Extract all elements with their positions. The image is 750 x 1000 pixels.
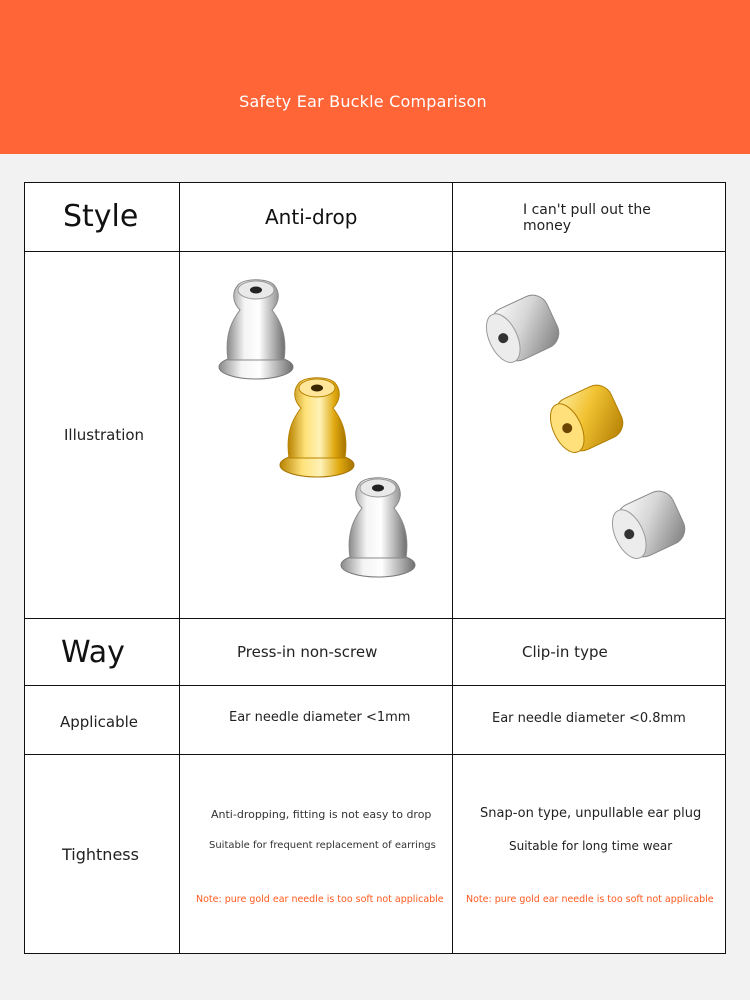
tightness-anti-drop-line1: Anti-dropping, fitting is not easy to drop (211, 808, 432, 821)
tightness-clip-in-line2: Suitable for long time wear (509, 839, 673, 853)
comparison-table (24, 182, 726, 954)
style-anti-drop: Anti-drop (265, 205, 358, 229)
row-label-applicable: Applicable (60, 713, 138, 731)
row-divider (25, 685, 725, 686)
applicable-anti-drop: Ear needle diameter <1mm (229, 710, 411, 725)
row-label-style: Style (63, 199, 139, 234)
illustration-anti-drop (180, 252, 452, 618)
gold-bell-back-icon (280, 378, 354, 477)
page-title: Safety Ear Buckle Comparison (239, 92, 487, 111)
tightness-clip-in-line1: Snap-on type, unpullable ear plug (480, 806, 702, 821)
silver-barrel-back-icon (479, 290, 564, 369)
silver-barrel-back-icon (605, 486, 690, 565)
way-clip-in: Clip-in type (522, 643, 608, 661)
header-banner (0, 0, 750, 154)
tightness-anti-drop-note: Note: pure gold ear needle is too soft not applicable (196, 894, 444, 905)
illustration-clip-in (453, 252, 725, 618)
way-press-in: Press-in non-screw (237, 643, 378, 661)
style-clip-line1: I can't pull out the (523, 202, 651, 218)
style-clip-line2: money (523, 218, 571, 234)
row-divider (25, 754, 725, 755)
row-label-tightness: Tightness (62, 845, 139, 864)
tightness-anti-drop-line2: Suitable for frequent replacement of earrings (209, 840, 436, 851)
row-label-illustration: Illustration (64, 426, 145, 444)
row-label-way: Way (61, 635, 125, 670)
tightness-clip-in-note: Note: pure gold ear needle is too soft not applicable (466, 894, 714, 905)
gold-barrel-back-icon (543, 380, 628, 459)
row-divider (25, 618, 725, 619)
silver-bell-back-icon (341, 478, 415, 577)
silver-bell-back-icon (219, 280, 293, 379)
applicable-clip-in: Ear needle diameter <0.8mm (492, 711, 686, 726)
